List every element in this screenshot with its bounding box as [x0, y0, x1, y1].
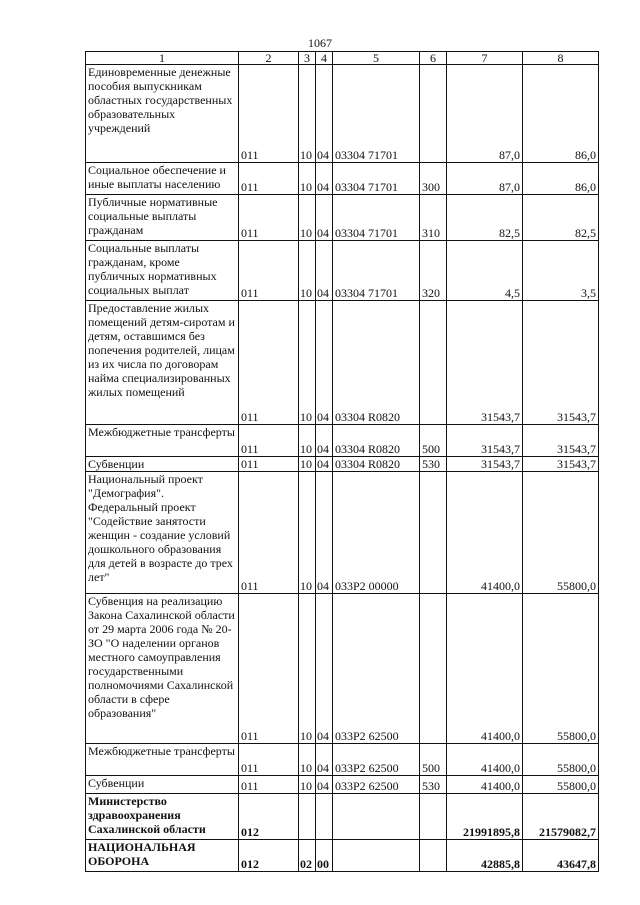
- column-header: 2: [239, 52, 299, 65]
- section-cell: 10: [299, 425, 316, 457]
- subsection-cell: 04: [316, 301, 333, 425]
- section-cell: 10: [299, 744, 316, 776]
- target-article-cell: 03304 71701: [333, 163, 420, 195]
- amount-2021-cell: 55800,0: [523, 594, 599, 744]
- table-row: [86, 472, 599, 594]
- admin-code-cell: 011: [239, 776, 299, 794]
- column-header: 1: [86, 52, 239, 65]
- target-article-cell: 03304 71701: [333, 241, 420, 301]
- target-article-cell: 033P2 62500: [333, 776, 420, 794]
- target-article-cell: [333, 840, 420, 872]
- expense-type-cell: 320: [420, 241, 447, 301]
- column-header: 3: [299, 52, 316, 65]
- section-cell: 10: [299, 457, 316, 472]
- budget-table: [85, 51, 599, 872]
- subsection-cell: 04: [316, 776, 333, 794]
- subsection-cell: 04: [316, 65, 333, 163]
- expense-type-cell: 310: [420, 195, 447, 241]
- column-header: 4: [316, 52, 333, 65]
- subsection-cell: 04: [316, 425, 333, 457]
- target-article-cell: [333, 794, 420, 840]
- admin-code-cell: 011: [239, 163, 299, 195]
- amount-2021-cell: 31543,7: [523, 425, 599, 457]
- section-cell: 10: [299, 163, 316, 195]
- target-article-cell: 03304 R0820: [333, 457, 420, 472]
- admin-code-cell: 011: [239, 425, 299, 457]
- admin-code-cell: 011: [239, 594, 299, 744]
- expense-type-cell: [420, 594, 447, 744]
- target-article-cell: 033P2 00000: [333, 472, 420, 594]
- section-cell: 10: [299, 472, 316, 594]
- amount-2021-cell: 86,0: [523, 65, 599, 163]
- admin-code-cell: 011: [239, 744, 299, 776]
- expense-type-cell: [420, 65, 447, 163]
- target-article-cell: 03304 R0820: [333, 301, 420, 425]
- target-article-cell: 03304 R0820: [333, 425, 420, 457]
- item-name-cell: Публичные нормативные социальные выплаты гражданам: [86, 195, 239, 241]
- amount-2021-cell: 3,5: [523, 241, 599, 301]
- target-article-cell: 03304 71701: [333, 65, 420, 163]
- item-name-cell: Национальный проект "Демография". Федеральный проект "Содействие занятости женщин - создание условий дошкольного образования для детей в возрасте до трех лет": [86, 472, 239, 594]
- table-row: [86, 301, 599, 425]
- section-cell: [299, 794, 316, 840]
- item-name-cell: Субвенция на реализацию Закона Сахалинской области от 29 марта 2006 года № 20-ЗО "О наделении органов местного самоуправления государственными полномочиями Сахалинской области в сфере образования": [86, 594, 239, 744]
- section-cell: 10: [299, 241, 316, 301]
- item-name-cell: Единовременные денежные пособия выпускникам областных государственных образовательных учреждений: [86, 65, 239, 163]
- table-row: [86, 744, 599, 776]
- expense-type-cell: [420, 472, 447, 594]
- column-header: 7: [447, 52, 523, 65]
- amount-2020-cell: 41400,0: [447, 744, 523, 776]
- subsection-cell: 00: [316, 840, 333, 872]
- table-row: [86, 65, 599, 163]
- expense-type-cell: 530: [420, 457, 447, 472]
- table-row: [86, 163, 599, 195]
- table-row: [86, 425, 599, 457]
- item-name-cell: Межбюджетные трансферты: [86, 744, 239, 776]
- amount-2020-cell: 82,5: [447, 195, 523, 241]
- amount-2021-cell: 31543,7: [523, 301, 599, 425]
- target-article-cell: 033P2 62500: [333, 744, 420, 776]
- amount-2020-cell: 31543,7: [447, 457, 523, 472]
- amount-2021-cell: 55800,0: [523, 472, 599, 594]
- admin-code-cell: 012: [239, 794, 299, 840]
- amount-2020-cell: 42885,8: [447, 840, 523, 872]
- subsection-cell: 04: [316, 744, 333, 776]
- subsection-cell: 04: [316, 163, 333, 195]
- amount-2020-cell: 21991895,8: [447, 794, 523, 840]
- target-article-cell: 033P2 62500: [333, 594, 420, 744]
- column-header: 6: [420, 52, 447, 65]
- column-header: 8: [523, 52, 599, 65]
- subsection-cell: 04: [316, 457, 333, 472]
- item-name-cell: Социальное обеспечение и иные выплаты населению: [86, 163, 239, 195]
- column-header: 5: [333, 52, 420, 65]
- expense-type-cell: 500: [420, 425, 447, 457]
- expense-type-cell: 300: [420, 163, 447, 195]
- amount-2020-cell: 41400,0: [447, 594, 523, 744]
- item-name-cell: Субвенции: [86, 776, 239, 794]
- amount-2021-cell: 43647,8: [523, 840, 599, 872]
- amount-2021-cell: 55800,0: [523, 776, 599, 794]
- item-name-cell: Межбюджетные трансферты: [86, 425, 239, 457]
- item-name-cell: Предоставление жилых помещений детям-сиротам и детям, оставшимся без попечения родителей, лицам из их числа по договорам найма специализированных жилых помещений: [86, 301, 239, 425]
- expense-type-cell: 500: [420, 744, 447, 776]
- target-article-cell: 03304 71701: [333, 195, 420, 241]
- subsection-cell: 04: [316, 594, 333, 744]
- section-cell: 10: [299, 195, 316, 241]
- admin-code-cell: 011: [239, 301, 299, 425]
- admin-code-cell: 011: [239, 241, 299, 301]
- expense-type-cell: [420, 840, 447, 872]
- section-cell: 10: [299, 301, 316, 425]
- section-cell: 10: [299, 776, 316, 794]
- item-name-cell: НАЦИОНАЛЬНАЯ ОБОРОНА: [86, 840, 239, 872]
- section-cell: 02: [299, 840, 316, 872]
- expense-type-cell: [420, 794, 447, 840]
- section-cell: 10: [299, 65, 316, 163]
- section-cell: 10: [299, 594, 316, 744]
- table-row: [86, 457, 599, 472]
- page-number: 1067: [308, 36, 332, 50]
- amount-2020-cell: 87,0: [447, 163, 523, 195]
- admin-code-cell: 011: [239, 457, 299, 472]
- amount-2021-cell: 55800,0: [523, 744, 599, 776]
- admin-code-cell: 011: [239, 195, 299, 241]
- amount-2020-cell: 4,5: [447, 241, 523, 301]
- subsection-cell: 04: [316, 195, 333, 241]
- item-name-cell: Министерство здравоохранения Сахалинской области: [86, 794, 239, 840]
- table-row: [86, 241, 599, 301]
- amount-2020-cell: 31543,7: [447, 425, 523, 457]
- admin-code-cell: 011: [239, 65, 299, 163]
- subsection-cell: 04: [316, 241, 333, 301]
- amount-2020-cell: 41400,0: [447, 472, 523, 594]
- table-row: [86, 195, 599, 241]
- amount-2021-cell: 31543,7: [523, 457, 599, 472]
- table-row: [86, 840, 599, 872]
- amount-2020-cell: 87,0: [447, 65, 523, 163]
- amount-2021-cell: 21579082,7: [523, 794, 599, 840]
- table-body: [86, 65, 599, 872]
- subsection-cell: [316, 794, 333, 840]
- expense-type-cell: [420, 301, 447, 425]
- subsection-cell: 04: [316, 472, 333, 594]
- table-row: [86, 776, 599, 794]
- item-name-cell: Субвенции: [86, 457, 239, 472]
- admin-code-cell: 012: [239, 840, 299, 872]
- item-name-cell: Социальные выплаты гражданам, кроме публичных нормативных социальных выплат: [86, 241, 239, 301]
- admin-code-cell: 011: [239, 472, 299, 594]
- amount-2020-cell: 31543,7: [447, 301, 523, 425]
- amount-2021-cell: 86,0: [523, 163, 599, 195]
- amount-2021-cell: 82,5: [523, 195, 599, 241]
- table-header-row: [86, 52, 599, 65]
- amount-2020-cell: 41400,0: [447, 776, 523, 794]
- table-row: [86, 794, 599, 840]
- expense-type-cell: 530: [420, 776, 447, 794]
- table-row: [86, 594, 599, 744]
